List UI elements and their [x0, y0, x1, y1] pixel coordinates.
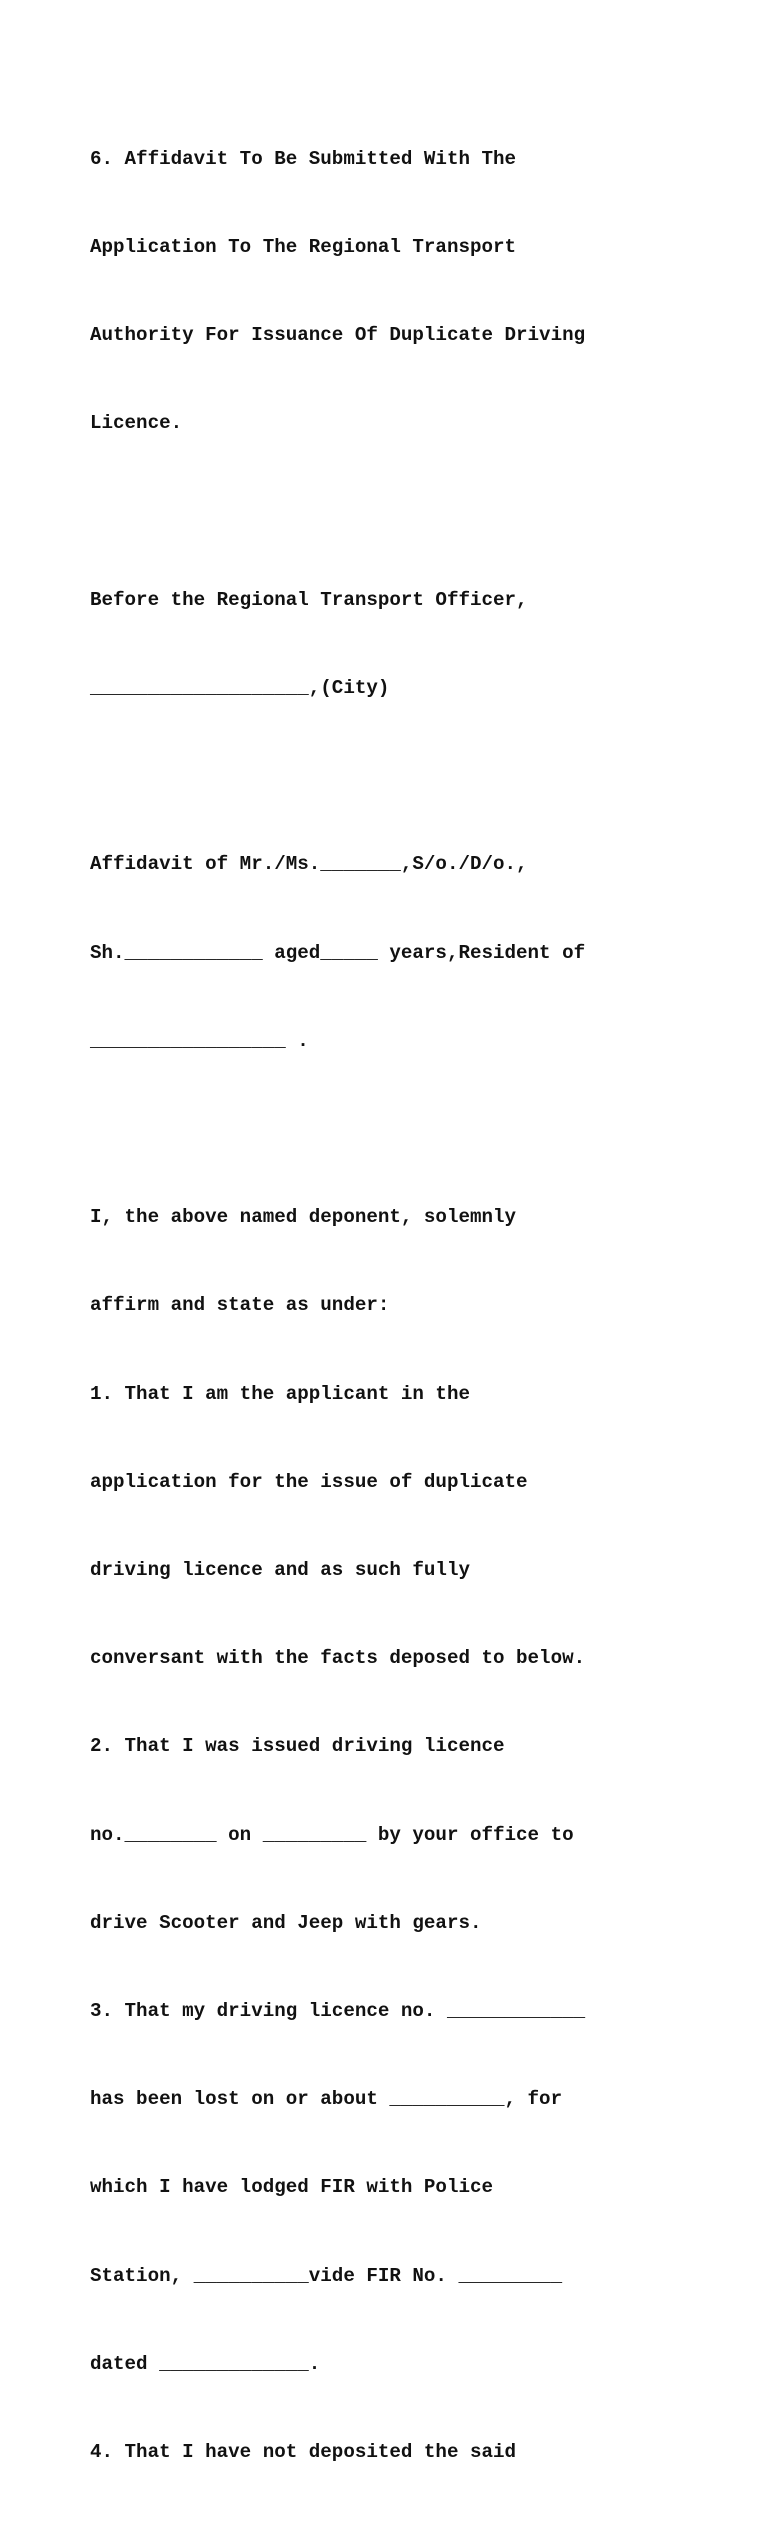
- clause-2-line-1: 2. That I was issued driving licence: [90, 1735, 505, 1758]
- blank-line: [90, 498, 750, 527]
- clause-3-line-3: which I have lodged FIR with Police: [90, 2176, 494, 2199]
- clause-3-line-4: Station, __________vide FIR No. _________: [90, 2264, 563, 2287]
- statement-line-1: I, the above named deponent, solemnly: [90, 1206, 517, 1229]
- deponent-line-1: Affidavit of Mr./Ms._______,S/o./D/o.,: [90, 853, 528, 876]
- addressee-line-2: ___________________,(City): [90, 677, 390, 700]
- clause-2-line-3: drive Scooter and Jeep with gears.: [90, 1911, 482, 1934]
- clause-2-line-2: no.________ on _________ by your office to: [90, 1823, 574, 1846]
- blank-line: [90, 762, 750, 791]
- heading-line-4: Licence.: [90, 412, 183, 435]
- clause-1-line-4: conversant with the facts deposed to below.: [90, 1647, 586, 1670]
- clause-3-line-2: has been lost on or about __________, for: [90, 2088, 563, 2111]
- heading-line-3: Authority For Issuance Of Duplicate Driving: [90, 324, 586, 347]
- affidavit-text: [90, 86, 750, 2526]
- blank-line: [90, 1115, 750, 1144]
- clause-3-line-5: dated _____________.: [90, 2352, 321, 2375]
- clause-1-line-3: driving licence and as such fully: [90, 1559, 470, 1582]
- clause-1-line-1: 1. That I am the applicant in the: [90, 1382, 470, 1405]
- statement-line-2: affirm and state as under:: [90, 1294, 390, 1317]
- clause-1-line-2: application for the issue of duplicate: [90, 1470, 528, 1493]
- heading-line-1: 6. Affidavit To Be Submitted With The: [90, 147, 517, 170]
- clause-4-line-1: 4. That I have not deposited the said: [90, 2441, 517, 2464]
- deponent-line-3: _________________ .: [90, 1029, 309, 1052]
- clause-3-line-1: 3. That my driving licence no. ____________: [90, 2000, 586, 2023]
- addressee-line-1: Before the Regional Transport Officer,: [90, 588, 528, 611]
- deponent-line-2: Sh.____________ aged_____ years,Resident of: [90, 941, 586, 964]
- heading-line-2: Application To The Regional Transport: [90, 236, 517, 259]
